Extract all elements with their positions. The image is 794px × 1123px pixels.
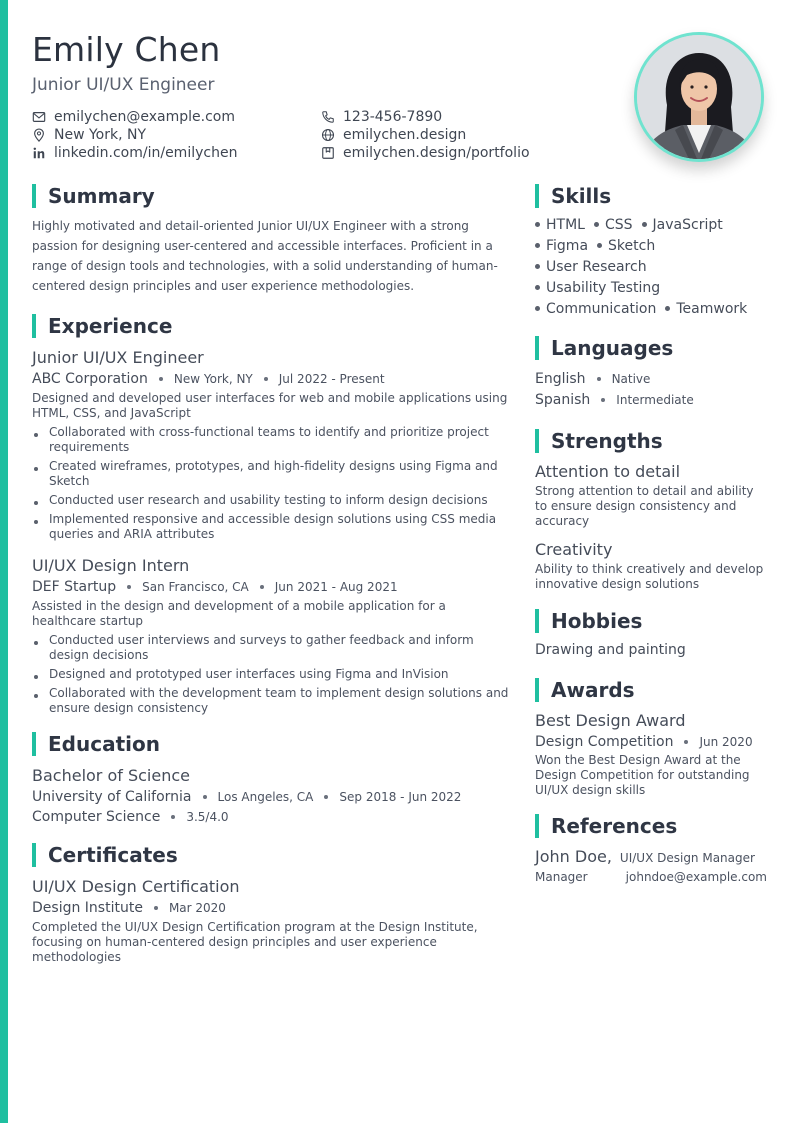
skills-row	[535, 214, 767, 235]
section-marker	[32, 843, 36, 867]
strength-name: Attention to detail	[535, 462, 681, 481]
certificates-heading: Certificates	[32, 843, 512, 867]
contact-portfolio-text: emilychen.design/portfolio	[343, 144, 530, 161]
left-column	[32, 184, 512, 965]
summary-text: Highly motivated and detail-oriented Junior UI/UX Engineer with a strong passion for designing user-centered and accessible interfaces. Proficient in a range of design tools and technologies, with a solid understanding of human-centered design principles and user experience methodologies.	[32, 219, 498, 293]
section-marker	[535, 429, 539, 453]
list-item: Designed and prototyped user interfaces using Figma and InVision	[32, 667, 512, 682]
school: University of California	[32, 789, 192, 805]
degree: Bachelor of Science	[32, 766, 190, 785]
candidate-role: Junior UI/UX Engineer	[32, 75, 215, 95]
reference-company: Manager	[535, 870, 588, 884]
candidate-name: Emily Chen	[32, 30, 221, 69]
award-date: Jun 2020	[699, 735, 753, 749]
job-description: Designed and developed user interfaces for web and mobile applications using HTML, CSS, and JavaScript	[32, 391, 508, 420]
experience-section	[32, 314, 512, 716]
skill-item: Communication	[535, 301, 656, 317]
job-title: UI/UX Design Intern	[32, 556, 190, 575]
linkedin-icon	[32, 146, 46, 160]
globe-icon	[321, 128, 335, 142]
hobbies-section	[535, 609, 767, 658]
skills-list	[535, 214, 767, 319]
mail-icon	[32, 110, 46, 124]
education-meta	[32, 789, 512, 805]
experience-heading: Experience	[32, 314, 512, 338]
skill-item: HTML	[535, 217, 585, 233]
list-item: Collaborated with cross-functional teams to identify and prioritize project requirements	[32, 425, 512, 455]
contact-email[interactable]	[32, 108, 321, 125]
job-title: Junior UI/UX Engineer	[32, 348, 204, 367]
section-marker	[32, 732, 36, 756]
skills-row	[535, 256, 767, 277]
section-marker	[32, 184, 36, 208]
section-marker	[535, 609, 539, 633]
reference-line-2	[535, 870, 767, 884]
list-item: Conducted user research and usability testing to inform design decisions	[32, 493, 512, 508]
reference-name: John Doe,	[535, 847, 612, 866]
education-section	[32, 732, 512, 825]
language-level: Native	[611, 372, 651, 386]
list-item: Implemented responsive and accessible design solutions using CSS media queries and ARIA attributes	[32, 512, 512, 542]
strengths-section	[535, 429, 767, 592]
education-field-meta	[32, 809, 512, 825]
list-item: Collaborated with the development team to implement design solutions and ensure design consistency	[32, 686, 512, 716]
hobbies-text: Drawing and painting	[535, 642, 686, 658]
profile-photo	[634, 32, 764, 162]
languages-heading: Languages	[535, 336, 767, 360]
reference-position: UI/UX Design Manager	[619, 851, 755, 865]
job-dates: Jul 2022 - Present	[278, 372, 385, 386]
certificate-issuer: Design Institute	[32, 900, 143, 916]
section-marker	[535, 678, 539, 702]
job-location: San Francisco, CA	[142, 580, 249, 594]
right-column	[535, 184, 767, 884]
skill-item: User Research	[535, 259, 647, 275]
strengths-heading: Strengths	[535, 429, 767, 453]
strength-name: Creativity	[535, 540, 613, 559]
contact-email-text: emilychen@example.com	[54, 108, 235, 125]
job-entry	[32, 556, 512, 716]
accent-bar	[0, 0, 8, 1123]
awards-heading: Awards	[535, 678, 767, 702]
references-heading: References	[535, 814, 767, 838]
job-company: ABC Corporation	[32, 371, 148, 387]
language-level: Intermediate	[616, 393, 694, 407]
certificate-name: UI/UX Design Certification	[32, 877, 240, 896]
language-name: Spanish	[535, 392, 591, 408]
certificates-section	[32, 843, 512, 965]
award-meta	[535, 734, 767, 750]
contact-linkedin[interactable]	[32, 144, 321, 161]
award-issuer: Design Competition	[535, 734, 674, 750]
strength-description: Ability to think creatively and develop innovative design solutions	[535, 562, 764, 591]
job-meta	[32, 371, 512, 387]
hobbies-heading: Hobbies	[535, 609, 767, 633]
skill-item: CSS	[594, 217, 633, 233]
skills-row	[535, 298, 767, 319]
language-name: English	[535, 371, 586, 387]
references-section	[535, 814, 767, 884]
job-entry	[32, 348, 512, 542]
education-heading: Education	[32, 732, 512, 756]
skill-item: Teamwork	[665, 301, 747, 317]
certificate-date: Mar 2020	[168, 901, 226, 915]
section-marker	[535, 184, 539, 208]
portfolio-icon	[321, 146, 335, 160]
skill-item: Sketch	[597, 238, 655, 254]
certificate-meta	[32, 900, 512, 916]
contact-website[interactable]	[321, 126, 552, 143]
contact-phone[interactable]	[321, 108, 552, 125]
contact-location	[32, 126, 321, 143]
contact-phone-text: 123-456-7890	[343, 108, 443, 125]
reference-email[interactable]: johndoe@example.com	[625, 870, 767, 884]
job-description: Assisted in the design and development of a mobile application for a healthcare startup	[32, 599, 446, 628]
skills-row	[535, 277, 767, 298]
contact-location-text: New York, NY	[54, 126, 147, 143]
job-bullets	[32, 425, 512, 542]
phone-icon	[321, 110, 335, 124]
skill-item: Figma	[535, 238, 588, 254]
summary-heading: Summary	[32, 184, 512, 208]
job-dates: Jun 2021 - Aug 2021	[274, 580, 398, 594]
contact-linkedin-text: linkedin.com/in/emilychen	[54, 144, 238, 161]
language-item	[535, 369, 767, 389]
job-meta	[32, 579, 512, 595]
field-of-study: Computer Science	[32, 809, 161, 825]
skills-section	[535, 184, 767, 319]
contact-info	[32, 108, 552, 161]
location-pin-icon	[32, 128, 46, 142]
strength-description: Strong attention to detail and ability to ensure design consistency and accuracy	[535, 484, 754, 528]
award-description: Won the Best Design Award at the Design Competition for outstanding UI/UX design skills	[535, 753, 750, 797]
skills-row	[535, 235, 767, 256]
section-marker	[535, 336, 539, 360]
section-marker	[535, 814, 539, 838]
skill-item: Usability Testing	[535, 280, 660, 296]
awards-section	[535, 678, 767, 798]
certificate-description: Completed the UI/UX Design Certification program at the Design Institute, focusing on human-centered design principles and user experience methodologies	[32, 920, 478, 964]
list-item: Conducted user interviews and surveys to gather feedback and inform design decisions	[32, 633, 512, 663]
contact-portfolio[interactable]	[321, 144, 552, 161]
language-item	[535, 390, 767, 410]
skills-heading: Skills	[535, 184, 767, 208]
job-company: DEF Startup	[32, 579, 117, 595]
summary-section	[32, 184, 512, 296]
award-name: Best Design Award	[535, 711, 686, 730]
section-marker	[32, 314, 36, 338]
skill-item: JavaScript	[642, 217, 723, 233]
job-location: New York, NY	[173, 372, 253, 386]
education-dates: Sep 2018 - Jun 2022	[339, 790, 462, 804]
languages-section	[535, 336, 767, 410]
list-item: Created wireframes, prototypes, and high-fidelity designs using Figma and Sketch	[32, 459, 512, 489]
job-bullets	[32, 633, 512, 716]
gpa: 3.5/4.0	[186, 810, 229, 824]
reference-line-1	[535, 847, 767, 866]
contact-website-text: emilychen.design	[343, 126, 467, 143]
school-location: Los Angeles, CA	[217, 790, 314, 804]
